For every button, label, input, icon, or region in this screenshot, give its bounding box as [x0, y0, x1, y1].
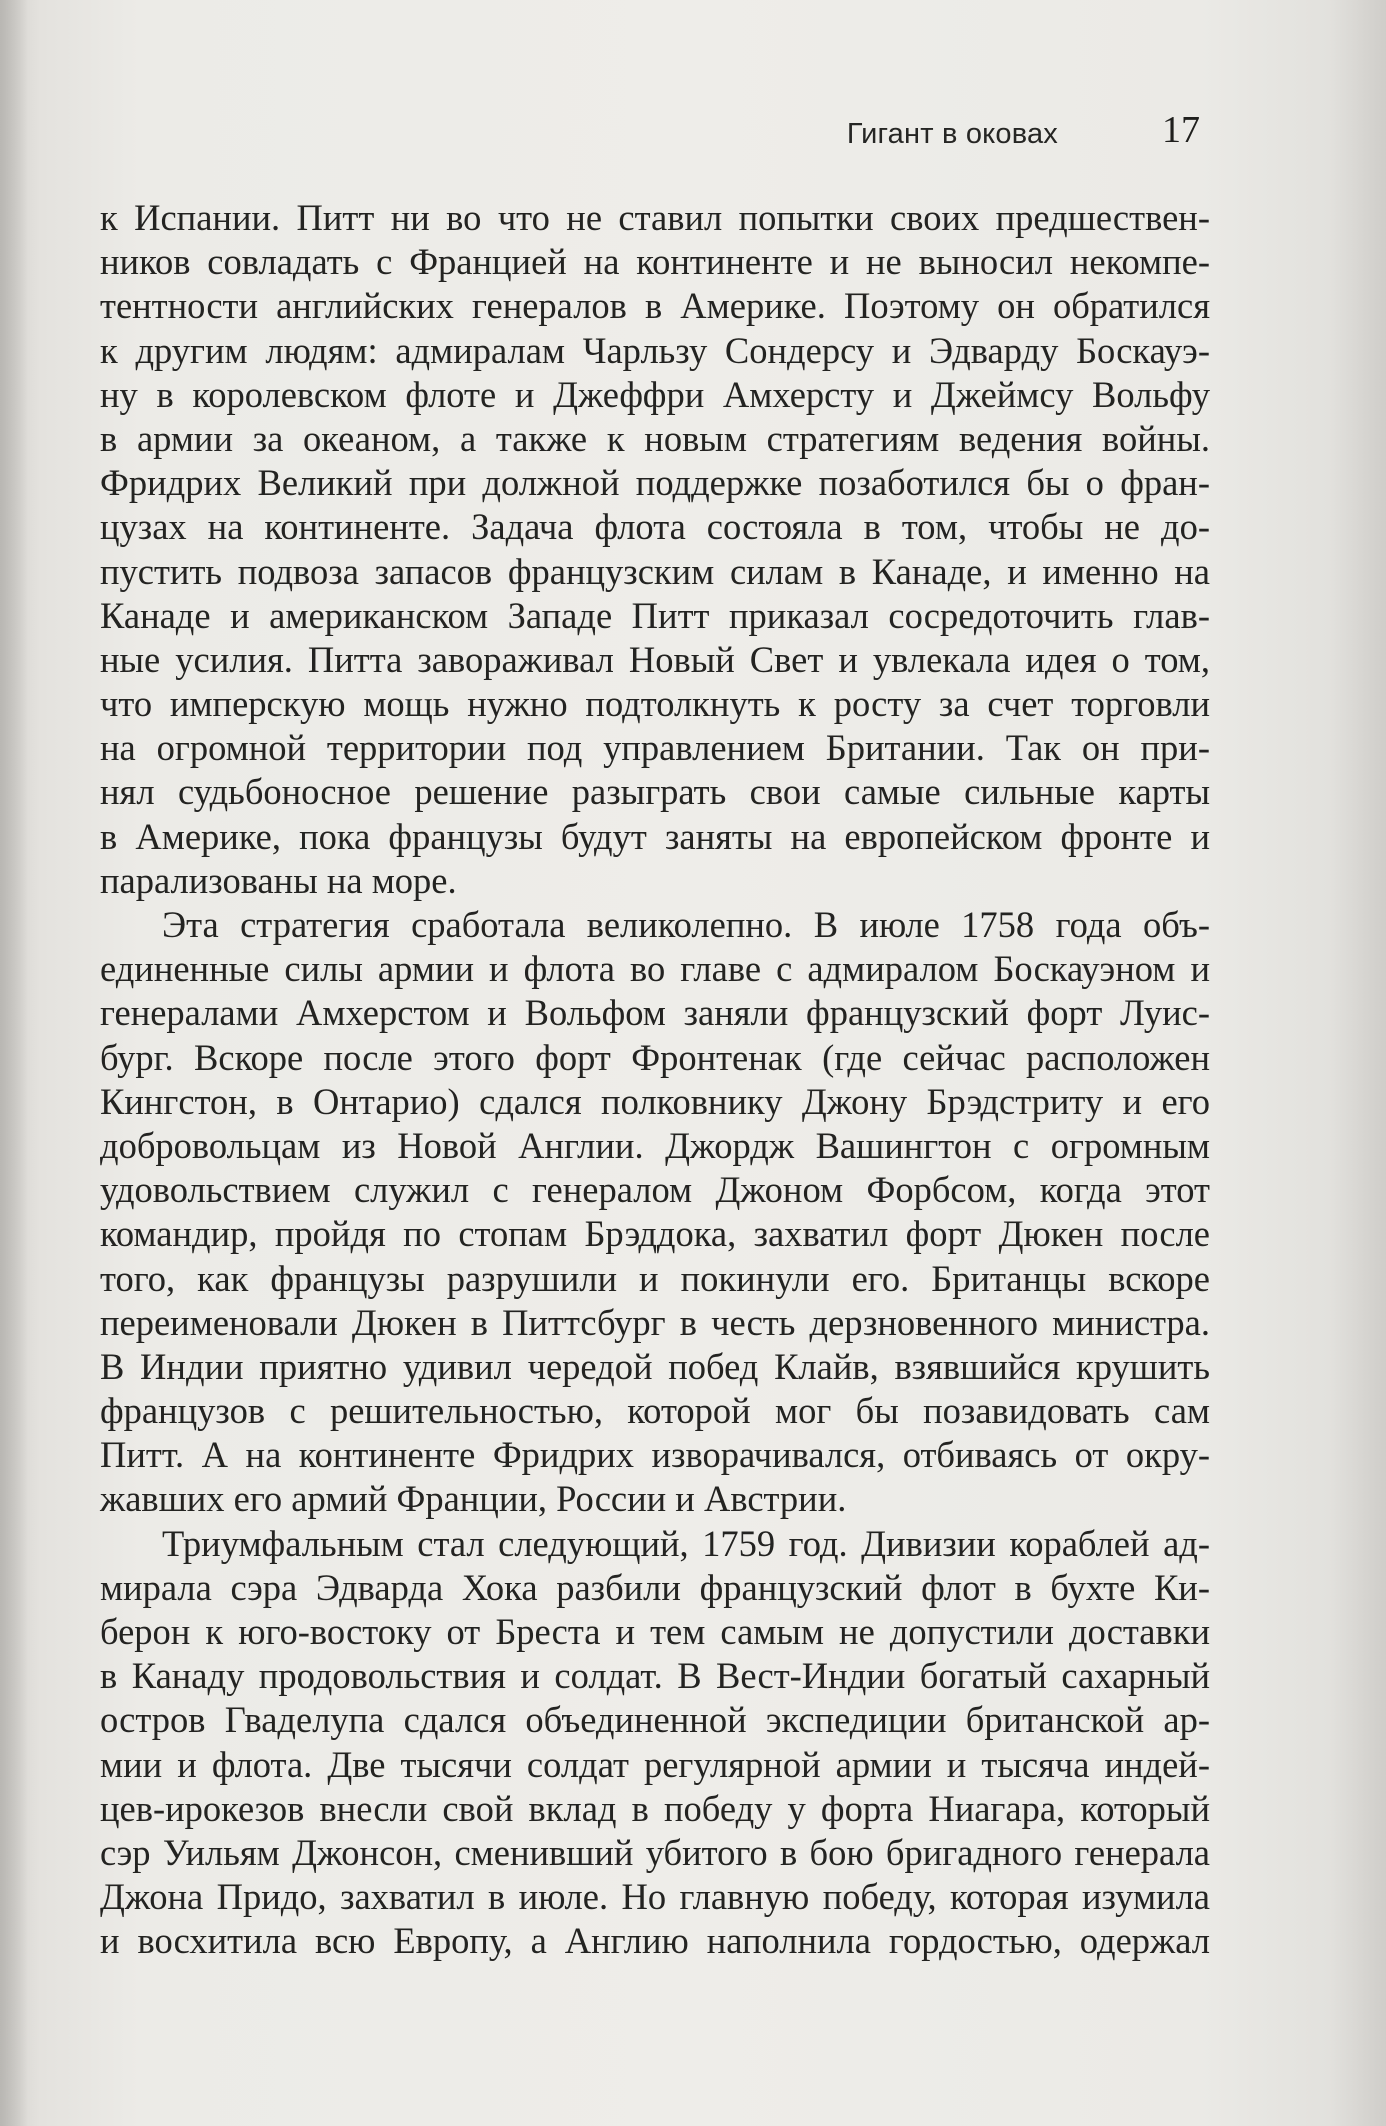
text-line: командир, пройдя по стопам Брэддока, захватил форт Дюкен после	[100, 1213, 1210, 1255]
text-line: переименовали Дюкен в Питтсбург в честь дерзновенного министра.	[100, 1301, 1210, 1343]
text-line: Триумфальным стал следующий, 1759 год. Дивизии кораблей ад-	[162, 1522, 1210, 1564]
text-line: Фридрих Великий при должной поддержке позаботился бы о фран-	[100, 462, 1210, 504]
text-line: нял судьбоносное решение разыграть свои самые сильные карты	[100, 771, 1210, 813]
text-line: на огромной территории под управлением Британии. Так он при-	[100, 727, 1210, 769]
text-line: Джона Придо, захватил в июле. Но главную победу, которая изумила	[100, 1876, 1210, 1918]
text-line: бург. Вскоре после этого форт Фронтенак (где сейчас расположен	[100, 1036, 1210, 1078]
text-line: и восхитила всю Европу, а Англию наполнила гордостью, одержал	[100, 1920, 1210, 1962]
text-line: Питт. А на континенте Фридрих изворачивался, отбиваясь от окру-	[100, 1434, 1210, 1476]
paragraph	[100, 903, 1210, 1522]
text-line: удовольствием служил с генералом Джоном Форбсом, когда этот	[100, 1169, 1210, 1211]
text-line: французов с решительностью, которой мог бы позавидовать сам	[100, 1390, 1210, 1432]
text-line: сэр Уильям Джонсон, сменивший убитого в бою бригадного генерала	[100, 1831, 1210, 1873]
text-line: Кингстон, в Онтарио) сдался полковнику Джону Брэдстриту и его	[100, 1080, 1210, 1122]
page-number: 17	[1162, 109, 1200, 151]
text-line: добровольцам из Новой Англии. Джордж Вашингтон с огромным	[100, 1124, 1210, 1166]
text-line: В Индии приятно удивил чередой побед Клайв, взявшийся крушить	[100, 1345, 1210, 1387]
body-text	[100, 196, 1210, 1964]
text-line: Эта стратегия сработала великолепно. В июле 1758 года объ-	[162, 904, 1210, 945]
text-line: в армии за океаном, а также к новым стратегиям ведения войны.	[100, 417, 1210, 459]
running-title: Гигант в оковах	[846, 118, 1058, 150]
running-head	[100, 108, 1200, 164]
text-line: в Канаду продовольствия и солдат. В Вест-Индии богатый сахарный	[100, 1655, 1210, 1697]
text-line: тентности английских генералов в Америке. Поэтому он обратился	[100, 285, 1210, 327]
text-line: в Америке, пока французы будут заняты на европейском фронте и	[100, 815, 1210, 857]
text-line: к другим людям: адмиралам Чарльзу Сондерсу и Эдварду Боскауэ-	[100, 329, 1210, 371]
text-line: что имперскую мощь нужно подтолкнуть к росту за счет торговли	[100, 683, 1210, 725]
text-line: того, как французы разрушили и покинули его. Британцы вскоре	[100, 1257, 1210, 1299]
text-line: пустить подвоза запасов французским силам в Канаде, и именно на	[100, 550, 1210, 592]
text-line: ну в королевском флоте и Джеффри Амхерсту и Джеймсу Вольфу	[100, 373, 1210, 415]
text-line: цузах на континенте. Задача флота состояла в том, чтобы не до-	[100, 506, 1210, 548]
paragraph	[100, 1522, 1210, 1964]
text-line: Канаде и американском Западе Питт приказал сосредоточить глав-	[100, 594, 1210, 636]
text-line: мирала сэра Эдварда Хока разбили французский флот в бухте Ки-	[100, 1566, 1210, 1608]
text-line: парализованы на море.	[100, 859, 457, 901]
paragraph	[100, 196, 1210, 903]
text-line: цев-ирокезов внесли свой вклад в победу у форта Ниагара, который	[100, 1787, 1210, 1829]
text-line: генералами Амхерстом и Вольфом заняли французский форт Луис-	[100, 992, 1210, 1034]
text-line: ные усилия. Питта завораживал Новый Свет и увлекала идея о том,	[100, 638, 1210, 680]
text-line: жавших его армий Франции, России и Австрии.	[100, 1478, 847, 1520]
text-line: остров Гваделупа сдался объединенной экспедиции британской ар-	[100, 1699, 1210, 1741]
text-line: единенные силы армии и флота во главе с адмиралом Боскауэном и	[100, 948, 1210, 990]
text-line: берон к юго-востоку от Бреста и тем самым не допустили доставки	[100, 1611, 1210, 1652]
text-line: мии и флота. Две тысячи солдат регулярной армии и тысяча индей-	[100, 1743, 1210, 1785]
text-line: ников совладать с Францией на континенте и не выносил некомпе-	[100, 241, 1210, 283]
text-line: к Испании. Питт ни во что не ставил попытки своих предшествен-	[100, 197, 1210, 238]
